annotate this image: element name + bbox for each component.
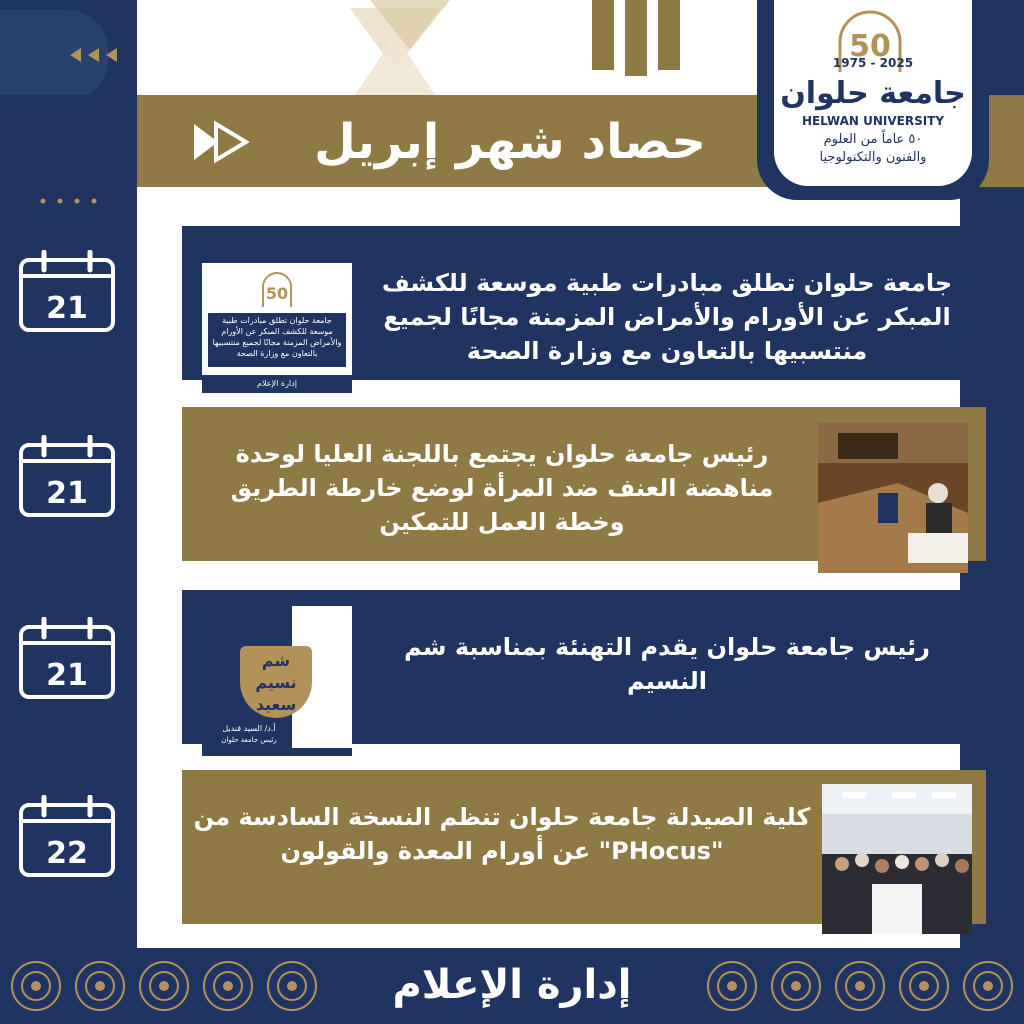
- ornament-icon: [832, 958, 888, 1014]
- news-headline: رئيس جامعة حلوان يجتمع باللجنة العليا لوحدة مناهضة العنف ضد المرأة لوضع خارطة الطريق وخطة العمل للتمكين: [230, 440, 774, 536]
- svg-text:50: 50: [265, 284, 289, 303]
- news-photo: [822, 784, 972, 934]
- ornament-icon: [896, 958, 952, 1014]
- ornament-icon: [136, 958, 192, 1014]
- news-headline: كلية الصيدلة جامعة حلوان تنظم النسخة السادسة من "PHocus" عن أورام المعدة والقولون: [193, 803, 811, 865]
- stripe-decoration: [592, 0, 614, 70]
- calendar-day: 21: [46, 291, 88, 326]
- thumb-greeting: شم نسيم سعيد: [240, 646, 312, 718]
- logo-english-name: HELWAN UNIVERSITY: [801, 114, 945, 128]
- logo-years: 1975 - 2025: [832, 56, 914, 70]
- calendar-icon: [18, 435, 116, 519]
- banner-left-cap: [0, 95, 137, 187]
- news-card[interactable]: [182, 407, 986, 561]
- news-headline: جامعة حلوان تطلق مبادرات طبية موسعة للكشف المبكر عن الأورام والأمراض المزمنة مجانًا لجميع منتسبيها بالتعاون مع وزارة الصحة: [381, 269, 953, 365]
- news-card[interactable]: [182, 590, 986, 744]
- arrow-left-icon: [106, 48, 117, 62]
- news-thumbnail: [202, 243, 352, 393]
- news-card[interactable]: [182, 770, 986, 924]
- ornament-icon: [8, 958, 64, 1014]
- triangle-decoration: [350, 0, 460, 100]
- ornament-icon: [200, 958, 256, 1014]
- ornament-icon: [264, 958, 320, 1014]
- page-title: حصاد شهر إبريل: [314, 114, 706, 170]
- thumb-caption: جامعة حلوان تطلق مبادرات طبية موسعة للكشف المبكر عن الأورام والأمراض المزمنة مجانًا لجميع منتسبيها بالتعاون مع وزارة الصحة: [208, 313, 346, 367]
- calendar-day: 22: [46, 836, 88, 871]
- ornament-icon: [704, 958, 760, 1014]
- stripe-decoration: [658, 0, 680, 70]
- thumb-logo-icon: [257, 267, 297, 307]
- group-photo: [822, 784, 972, 934]
- calendar-day: 21: [46, 476, 88, 511]
- stripe-decoration: [625, 0, 647, 76]
- news-photo: [818, 423, 968, 573]
- thumb-role: رئيس جامعة حلوان: [221, 736, 277, 744]
- arrow-left-icon: [70, 48, 81, 62]
- ornament-icon: [960, 958, 1016, 1014]
- calendar-day: 21: [46, 658, 88, 693]
- ornament-icon: [72, 958, 128, 1014]
- logo-tagline: والفنون والتكنولوجيا: [819, 150, 927, 165]
- greeting-thumbnail: [202, 606, 352, 756]
- logo-tagline: ٥٠ عاماً من العلوم: [823, 132, 923, 147]
- news-headline: رئيس جامعة حلوان يقدم التهنئة بمناسبة شم النسيم: [404, 633, 930, 695]
- calendar-icon: [18, 250, 116, 334]
- thumb-footer: إدارة الإعلام: [202, 375, 352, 393]
- thumb-header: [202, 243, 352, 263]
- arrow-left-icon: [88, 48, 99, 62]
- news-card[interactable]: [182, 226, 986, 388]
- calendar-icon: [18, 617, 116, 701]
- footer-title: إدارة الإعلام: [392, 962, 632, 1008]
- svg-text:50: 50: [849, 29, 891, 64]
- meeting-room-photo: [818, 423, 968, 573]
- thumb-name: أ.د/ السيد قنديل: [222, 724, 276, 733]
- ornament-icon: [768, 958, 824, 1014]
- calendar-icon: [18, 795, 116, 879]
- fast-forward-icon: [190, 120, 250, 164]
- logo-arabic-name: جامعة حلوان: [780, 76, 966, 111]
